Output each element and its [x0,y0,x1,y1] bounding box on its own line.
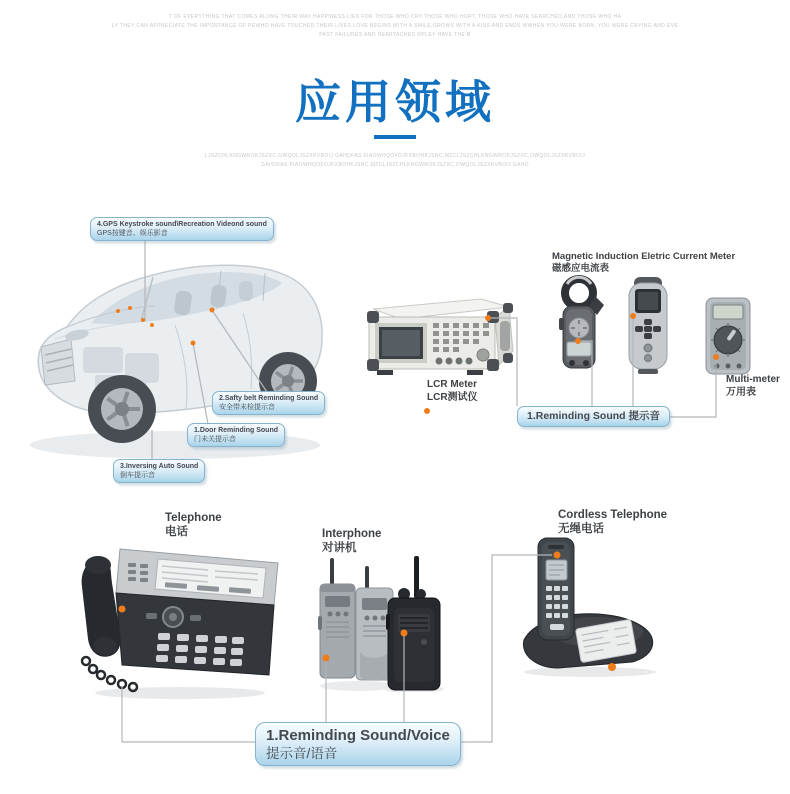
connector-line-telephone [122,686,255,742]
callout-reversing-sound-zh: 倒车提示音 [120,472,155,479]
connector-line-cordless [438,555,552,742]
callout-gps-sound-en: 4.GPS Keystroke sound\Recreation Videond sound [97,221,267,228]
header-fineprint-line-1: T OF EVERYTHING THAT COMES ALONG THEIR WAY HAPPINESS LIES FOR THOSE WHO CRY,THOSE WHO HURT, THOSE WHO HAVE SEARCHED,AND THOSE WHO HA [168,14,622,20]
connection-dot [485,315,491,321]
callout-reversing-sound [113,459,205,483]
cordless-telephone-label-zh: 无绳电话 [558,523,604,535]
connection-dot [401,630,408,637]
callout-door-sound-zh: 门未关提示音 [194,436,236,443]
connector-line-safety-belt [212,310,267,392]
magnetic-meter-label-en: Magnetic Induction Eletric Current Meter [552,251,736,262]
interphone-label [322,527,381,555]
connection-dot [119,606,126,613]
multimeter-label [726,373,780,399]
callout-safety-belt-sound-en: 2.Safty belt Reminding Sound [219,395,319,402]
lcr-meter-label-zh: LCR测试仪 [427,392,478,403]
connection-dot [323,655,330,662]
connection-dot [630,313,636,319]
connection-dot [713,354,719,360]
callout-reminding-sound-voice-en: 1.Reminding Sound/Voice [266,727,450,744]
connector-lines [122,239,716,742]
connection-dots [116,306,719,671]
header-fineprint-line-2: LY THEY CAN APPRECIATE THE IMPORTANCE OF PEWHO HAVE TOUCHED THEIR LIVES LOVE BEGINS WITH A SMILE,GROWS WITH A KISS AND ENDS WWHEN YOU WERE BORN, YOU WERE CRYING AND EVE [111,23,679,29]
connection-dot [128,306,132,310]
cordless-telephone-label-en: Cordless Telephone [558,509,668,521]
callout-reminding-sound [517,406,670,427]
connection-dot [575,338,581,344]
telephone-label-zh: 电话 [165,526,188,538]
interphone-label-en: Interphone [322,528,382,540]
interphone-label-zh: 对讲机 [322,542,357,554]
callout-reversing-sound-en: 3.Inversing Auto Sound [120,463,199,470]
connection-dot [141,318,145,322]
connection-dot [191,341,196,346]
lcr-meter-label-en: LCR Meter [427,379,478,390]
multimeter-label-zh: 万用表 [726,387,756,398]
callout-reminding-sound-text: 1.Reminding Sound 提示音 [527,410,660,422]
connection-dot [210,308,215,313]
callout-door-sound-en: 1.Door Reminding Sound [194,427,278,434]
callout-door-sound [187,423,285,447]
page-title: 应用领域 [295,76,495,128]
telephone-label [165,511,222,539]
connection-dot [150,323,154,327]
callout-reminding-sound-voice-zh: 提示音/语音 [266,746,338,761]
magnetic-meter-label-zh: 磁感应电流表 [552,263,610,274]
connection-dot [424,408,430,414]
callout-gps-sound-zh: GPS按键音、娱乐影音 [97,230,168,237]
lcr-meter-label [427,378,478,404]
connector-line-door [193,343,208,424]
header-fineprint-line-3: PAST FAILURES AND HEARTACHES OPLEY HAVE THE B [319,32,471,38]
cordless-telephone-label [558,508,667,536]
connector-line-clamp [578,341,592,406]
subtitle-fineprint-line-1: LJSZCHLKNGWROKJSZXC,OWQOLJSZXKVBOIJ GAHDFAS FIAOWHQOFOJFXBOHKJSNC,MZCLJSZCHLKNGWROKJSZXC,OWQOLJSZXKVBOIJ [204,153,586,159]
callout-safety-belt-sound [212,391,325,415]
callout-gps-sound [90,217,274,241]
connector-line-lcr [488,318,517,406]
multimeter-label-en: Multi-meter [726,374,780,385]
telephone-label-en: Telephone [165,512,222,524]
subtitle-fineprint-line-2: GAHDFAS FIAOWHQOFOJFXBOHKJSNC,MZCLJSZCHLKNGWROKJSZXC,OWQOLJSZXKVBOIJ GAHD [261,162,529,168]
connection-dot [608,663,616,671]
connection-dot [116,309,120,313]
magnetic-meter-label [552,251,735,275]
callout-safety-belt-sound-zh: 安全带未检提示音 [219,404,275,411]
callout-reminding-sound-voice [255,722,461,766]
connection-dot [554,552,561,559]
